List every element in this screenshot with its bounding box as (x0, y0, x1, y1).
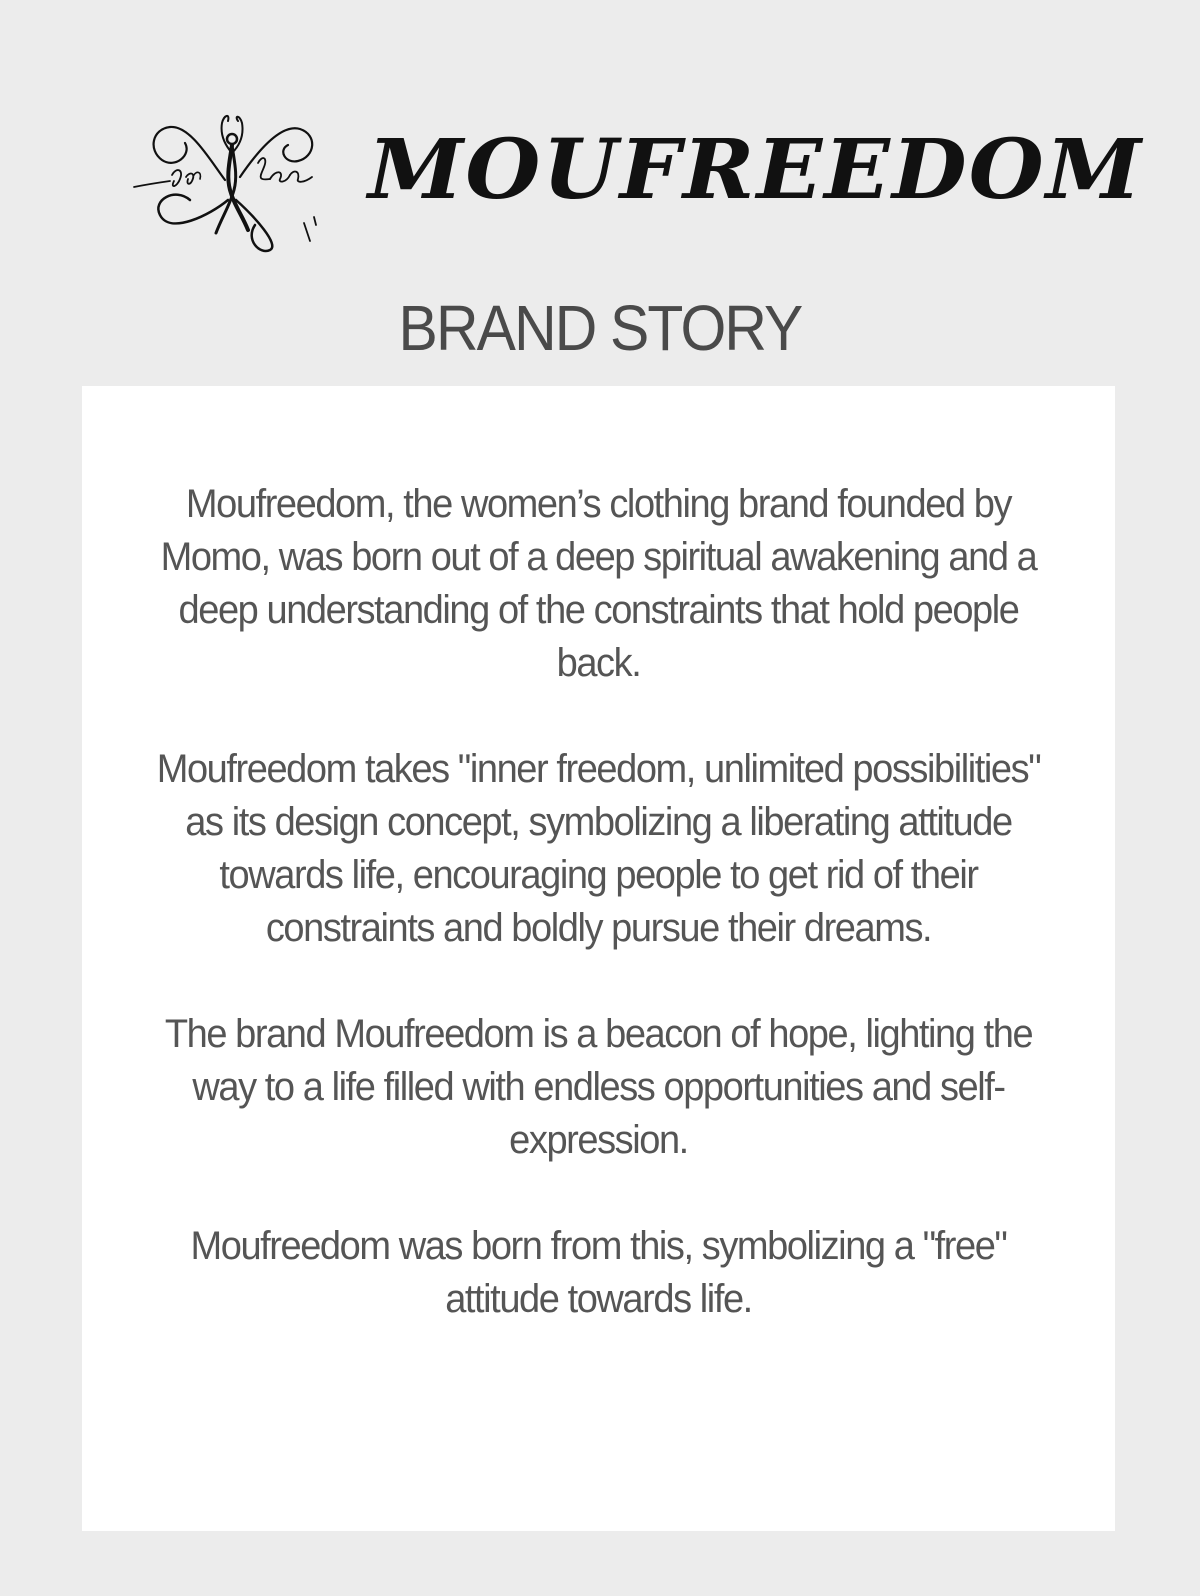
brand-story-text (132, 478, 1065, 1379)
story-paragraph-4: Moufreedom was born from this, symbolizing a "free" attitude towards life. (190, 1224, 1007, 1321)
story-paragraph-1: Moufreedom, the women’s clothing brand founded by Momo, was born out of a deep spiritual awakening and a deep understanding of the constraints that hold people back. (160, 482, 1037, 685)
brand-story-card (82, 386, 1115, 1531)
story-paragraph-3: The brand Moufreedom is a beacon of hope, lighting the way to a life filled with endless opportunities and self-expression. (164, 1012, 1033, 1162)
brand-wordmark: MOUFREEDOM (368, 122, 1144, 218)
brand-header (0, 95, 1200, 265)
page-title: BRAND STORY (398, 292, 802, 364)
story-paragraph-2: Moufreedom takes "inner freedom, unlimited possibilities" as its design concept, symbolizing a liberating attitude towards life, encouraging people to get rid of their constraints and boldly pursue their dreams. (156, 747, 1041, 950)
signature-dancer-logo-icon (130, 105, 330, 255)
